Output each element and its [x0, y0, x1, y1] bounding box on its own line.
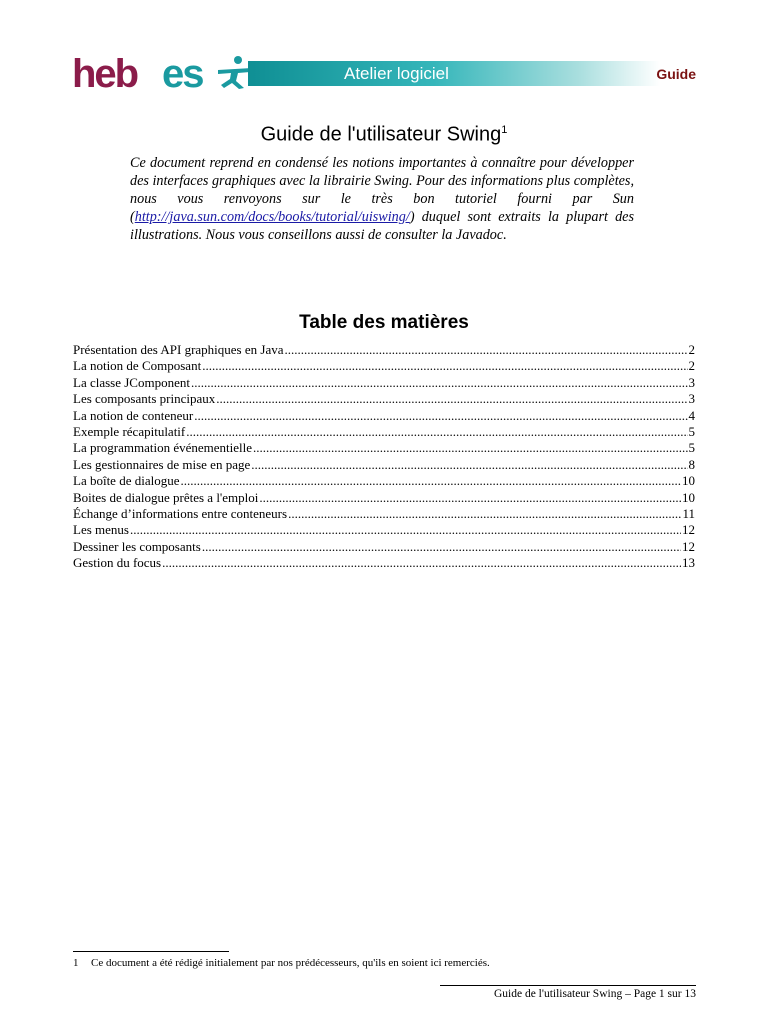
toc-entry-title: La classe JComponent: [73, 374, 190, 390]
toc-entry-title: La programmation événementielle: [73, 440, 253, 456]
footnote-separator: [73, 951, 229, 952]
toc-entry-page: 8: [688, 456, 695, 472]
toc-dot-leader: [251, 457, 687, 473]
document-type-label: Guide: [656, 66, 696, 82]
document-title: [0, 117, 768, 148]
toc-entry-page: 10: [682, 489, 695, 505]
toc-entry[interactable]: [73, 555, 695, 571]
abstract-paragraph: [130, 154, 634, 244]
toc-entry-title: La notion de Composant: [73, 358, 202, 374]
header-band: [248, 61, 660, 86]
toc-entry-page: 5: [688, 423, 695, 439]
toc-entry[interactable]: [73, 440, 695, 456]
toc-heading: Table des matières: [299, 312, 469, 333]
toc-entry-title: Boites de dialogue prêtes a l'emploi: [73, 489, 259, 505]
toc-dot-leader: [186, 424, 687, 440]
toc-entry[interactable]: [73, 424, 695, 440]
toc-dot-leader: [194, 408, 687, 424]
toc-entry[interactable]: [73, 342, 695, 358]
abstract-text-1: Ce document reprend en condensé les notions importantes à connaître pour développer des interfaces graphiques avec la librairie Swing. Pour des informations plus complètes, nous vous renvoyons sur le très bon tutoriel fourni par Sun (: [130, 155, 635, 225]
toc-entry-page: 5: [688, 440, 695, 456]
page-footer: Guide de l'utilisateur Swing – Page 1 sur 13: [493, 988, 696, 1000]
toc-entry-page: 10: [682, 473, 695, 489]
toc-entry-page: 3: [688, 391, 695, 407]
toc-entry-title: Dessiner les composants: [73, 538, 201, 554]
toc-dot-leader: [288, 506, 681, 522]
toc-entry-title: Gestion du focus: [73, 555, 162, 571]
toc-entry-title: Exemple récapitulatif: [73, 423, 186, 439]
toc-entry-page: 13: [682, 555, 695, 571]
footnote-text: Ce document a été rédigé initialement par nos prédécesseurs, qu'ils en soient ici remerciés.: [91, 957, 490, 969]
toc-dot-leader: [253, 440, 687, 456]
page-header: [72, 52, 696, 96]
toc-entry[interactable]: [73, 473, 695, 489]
tutorial-link[interactable]: http://java.sun.com/docs/books/tutorial/uiswing/: [134, 209, 410, 225]
toc-entry-title: La boîte de dialogue: [73, 473, 180, 489]
abstract-text-2: ) duquel sont extraits la plupart des illustrations. Nous vous conseillons aussi de consulter la Javadoc.: [130, 209, 634, 243]
toc-entry-page: 11: [682, 505, 695, 521]
toc-entry-page: 2: [688, 358, 695, 374]
toc-entry[interactable]: [73, 506, 695, 522]
header-band-title: Atelier logiciel: [344, 64, 449, 83]
toc-entry[interactable]: [73, 375, 695, 391]
toc-dot-leader: [202, 539, 681, 555]
toc-entry-title: Les menus: [73, 522, 129, 538]
footnote: [73, 956, 490, 970]
toc-entry-title: Présentation des API graphiques en Java: [73, 342, 284, 357]
toc-dot-leader: [216, 391, 687, 407]
toc-entry[interactable]: [73, 522, 695, 538]
toc-entry-page: 4: [688, 407, 695, 423]
esi-logo: es: [162, 52, 203, 96]
document-title-text: Guide de l'utilisateur Swing: [260, 123, 502, 146]
toc-entry[interactable]: [73, 408, 695, 424]
toc-entry-page: 3: [688, 374, 695, 390]
toc-entry-title: Échange d’informations entre conteneurs: [73, 505, 288, 521]
toc-entry-page: 12: [682, 538, 695, 554]
toc-entry[interactable]: [73, 539, 695, 555]
footnote-mark: 1: [73, 957, 79, 969]
toc-dot-leader: [130, 522, 681, 538]
toc-entry-title: La notion de conteneur: [73, 407, 194, 423]
toc-entry[interactable]: [73, 490, 695, 506]
toc-dot-leader: [284, 342, 687, 358]
heb-logo: heb: [72, 52, 138, 96]
toc-dot-leader: [181, 473, 682, 489]
table-of-contents: [73, 342, 695, 571]
toc-dot-leader: [162, 555, 681, 571]
toc-entry-page: 2: [688, 342, 695, 357]
toc-entry-title: Les composants principaux: [73, 391, 216, 407]
toc-dot-leader: [191, 375, 688, 391]
toc-dot-leader: [202, 358, 687, 374]
toc-entry-title: Les gestionnaires de mise en page: [73, 456, 251, 472]
toc-entry[interactable]: [73, 391, 695, 407]
toc-entry[interactable]: [73, 358, 695, 374]
title-footnote-ref[interactable]: 1: [501, 124, 508, 136]
toc-entry[interactable]: [73, 457, 695, 473]
toc-dot-leader: [259, 490, 681, 506]
footer-separator: [440, 985, 696, 986]
toc-entry-page: 12: [682, 522, 695, 538]
